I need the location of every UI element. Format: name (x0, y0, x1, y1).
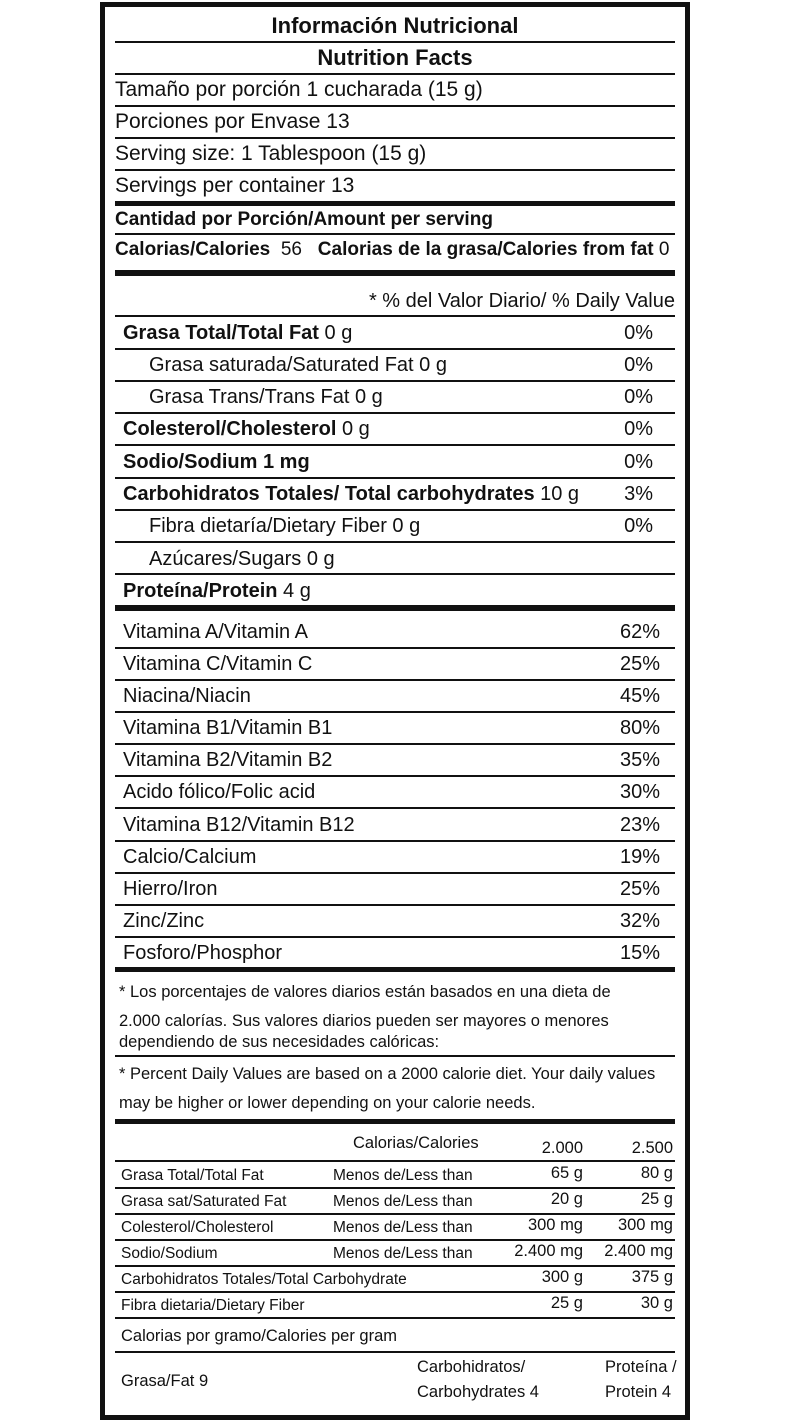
protein-calories-per-gram-line-1: Proteína / (605, 1358, 677, 1376)
ref-col-2500: 2.500 (631, 1139, 673, 1157)
dv-cholesterol: 0% (624, 418, 653, 440)
divider (115, 743, 675, 745)
ref-row-value-2000: 300 g (541, 1268, 583, 1286)
vitamin-a: Vitamina A/Vitamin A (123, 621, 308, 643)
ref-row-label: Colesterol/Cholesterol (121, 1219, 274, 1236)
divider (115, 1317, 675, 1319)
divider (115, 1291, 675, 1293)
ref-row-qualifier: Menos de/Less than (333, 1167, 473, 1184)
daily-value-heading: * % del Valor Diario/ % Daily Value (368, 290, 675, 312)
divider (115, 840, 675, 842)
servings-per-container-en: Servings per container 13 (115, 174, 355, 197)
dv-dietary-fiber: 0% (624, 515, 653, 537)
ref-row-label: Grasa sat/Saturated Fat (121, 1193, 287, 1210)
divider (115, 1187, 675, 1189)
vitamin-b12: Vitamina B12/Vitamin B12 (123, 814, 355, 836)
divider (115, 1265, 675, 1267)
serving-size-es: Tamaño por porción 1 cucharada (15 g) (115, 78, 483, 101)
ref-row-value-2500: 30 g (640, 1294, 673, 1312)
vitamin-b1: Vitamina B1/Vitamin B1 (123, 717, 333, 739)
dv-phosphor: 15% (619, 942, 660, 964)
ref-row-value-2000: 2.400 mg (514, 1242, 583, 1260)
dv-folic-acid: 30% (619, 781, 660, 803)
ref-row-qualifier: Menos de/Less than (333, 1219, 473, 1236)
nutrient-sodium: Sodio/Sodium 1 mg (123, 451, 310, 473)
thick-divider (115, 605, 675, 611)
vitamin-c: Vitamina C/Vitamin C (123, 653, 313, 675)
divider (115, 315, 675, 317)
ref-calories-label: Calorias/Calories (353, 1134, 479, 1152)
divider (115, 541, 675, 543)
divider (115, 936, 675, 938)
divider (115, 412, 675, 414)
divider (115, 137, 675, 139)
divider (115, 1160, 675, 1162)
ref-col-2000: 2.000 (541, 1139, 583, 1157)
ref-row-qualifier: Menos de/Less than (333, 1193, 473, 1210)
thick-divider (115, 201, 675, 206)
divider (115, 573, 675, 575)
divider (115, 904, 675, 906)
divider (115, 1239, 675, 1241)
folic-acid: Acido fólico/Folic acid (123, 781, 316, 803)
nutrient-sugars: Azúcares/Sugars 0 g (149, 548, 335, 570)
dv-niacin: 45% (619, 685, 660, 707)
ref-row-value-2500: 2.400 mg (604, 1242, 673, 1260)
calories-per-gram-heading: Calorias por gramo/Calories per gram (121, 1327, 398, 1345)
nutrient-total-carbohydrates: Carbohidratos Totales/ Total carbohydrates 10 g (123, 483, 580, 505)
niacin: Niacina/Niacin (123, 685, 251, 707)
divider (115, 775, 675, 777)
dv-saturated-fat: 0% (624, 354, 653, 376)
divider (115, 872, 675, 874)
ref-row-value-2500: 375 g (631, 1268, 673, 1286)
ref-row-qualifier: Menos de/Less than (333, 1245, 473, 1262)
dv-trans-fat: 0% (624, 386, 653, 408)
fat-calories-label: Calorias de la grasa/Calories from fat (317, 239, 654, 260)
dv-vitamin-a: 62% (619, 621, 660, 643)
dv-total-fat: 0% (624, 322, 653, 344)
dv-zinc: 32% (619, 910, 660, 932)
nutrient-dietary-fiber: Fibra dietaría/Dietary Fiber 0 g (149, 515, 421, 537)
divider (115, 348, 675, 350)
dv-calcium: 19% (619, 846, 660, 868)
ref-row-value-2500: 25 g (640, 1190, 673, 1208)
calories-row (115, 240, 669, 259)
thick-divider (115, 270, 675, 276)
phosphor: Fosforo/Phosphor (123, 942, 282, 964)
divider (115, 711, 675, 713)
carb-calories-per-gram-line-2: Carbohydrates 4 (417, 1383, 539, 1401)
divider (115, 233, 675, 235)
divider (115, 807, 675, 809)
footnote-es-line-3: dependiendo de sus necesidades calóricas: (119, 1033, 440, 1051)
fat-calories-value: 0 (658, 239, 670, 260)
title-es: Información Nutricional (271, 13, 519, 38)
dv-vitamin-b12: 23% (619, 814, 660, 836)
fat-calories-per-gram: Grasa/Fat 9 (121, 1372, 209, 1390)
amount-per-serving-heading: Cantidad por Porción/Amount per serving (115, 209, 493, 230)
dv-sodium: 0% (624, 451, 653, 473)
nutrient-cholesterol: Colesterol/Cholesterol 0 g (123, 418, 370, 440)
zinc: Zinc/Zinc (123, 910, 205, 932)
dv-vitamin-c: 25% (619, 653, 660, 675)
divider (115, 647, 675, 649)
nutrient-protein: Proteína/Protein 4 g (123, 580, 311, 602)
ref-row-value-2000: 65 g (550, 1164, 583, 1182)
thick-divider (115, 967, 675, 972)
calcium: Calcio/Calcium (123, 846, 257, 868)
thick-divider (115, 1119, 675, 1124)
footnote-en-line-2: may be higher or lower depending on your calorie needs. (119, 1094, 536, 1112)
serving-size-en: Serving size: 1 Tablespoon (15 g) (115, 142, 427, 165)
ref-row-label: Fibra dietaria/Dietary Fiber (121, 1297, 305, 1314)
divider (115, 679, 675, 681)
ref-row-value-2000: 25 g (550, 1294, 583, 1312)
divider (115, 477, 675, 479)
divider (115, 380, 675, 382)
footnote-es-line-2: 2.000 calorías. Sus valores diarios pueden ser mayores o menores (119, 1012, 609, 1030)
nutrient-total-fat: Grasa Total/Total Fat 0 g (123, 322, 353, 344)
ref-row-value-2000: 20 g (550, 1190, 583, 1208)
dv-vitamin-b1: 80% (619, 717, 660, 739)
dv-vitamin-b2: 35% (619, 749, 660, 771)
divider (115, 509, 675, 511)
divider (115, 169, 675, 171)
ref-row-value-2000: 300 mg (527, 1216, 583, 1234)
calories-value: 56 (280, 239, 302, 260)
title-en: Nutrition Facts (317, 45, 473, 70)
divider (115, 105, 675, 107)
divider (115, 41, 675, 43)
calories-label: Calorias/Calories (115, 239, 271, 260)
divider (115, 1055, 675, 1057)
ref-row-label: Sodio/Sodium (121, 1245, 218, 1262)
divider (115, 73, 675, 75)
servings-per-container-es: Porciones por Envase 13 (115, 110, 350, 133)
footnote-en-line-1: * Percent Daily Values are based on a 2000 calorie diet. Your daily values (119, 1065, 656, 1083)
nutrition-facts-label (100, 2, 690, 1420)
ref-row-label: Carbohidratos Totales/Total Carbohydrate (121, 1271, 407, 1288)
dv-iron: 25% (619, 878, 660, 900)
ref-row-value-2500: 80 g (640, 1164, 673, 1182)
ref-row-label: Grasa Total/Total Fat (121, 1167, 264, 1184)
divider (115, 1351, 675, 1353)
ref-row-value-2500: 300 mg (617, 1216, 673, 1234)
divider (115, 1213, 675, 1215)
nutrient-saturated-fat: Grasa saturada/Saturated Fat 0 g (149, 354, 447, 376)
nutrient-trans-fat: Grasa Trans/Trans Fat 0 g (149, 386, 383, 408)
iron: Hierro/Iron (123, 878, 218, 900)
divider (115, 444, 675, 446)
carb-calories-per-gram-line-1: Carbohidratos/ (417, 1358, 526, 1376)
protein-calories-per-gram-line-2: Protein 4 (605, 1383, 672, 1401)
vitamin-b2: Vitamina B2/Vitamin B2 (123, 749, 333, 771)
footnote-es-line-1: * Los porcentajes de valores diarios están basados en una dieta de (119, 983, 611, 1001)
dv-total-carbohydrates: 3% (624, 483, 653, 505)
